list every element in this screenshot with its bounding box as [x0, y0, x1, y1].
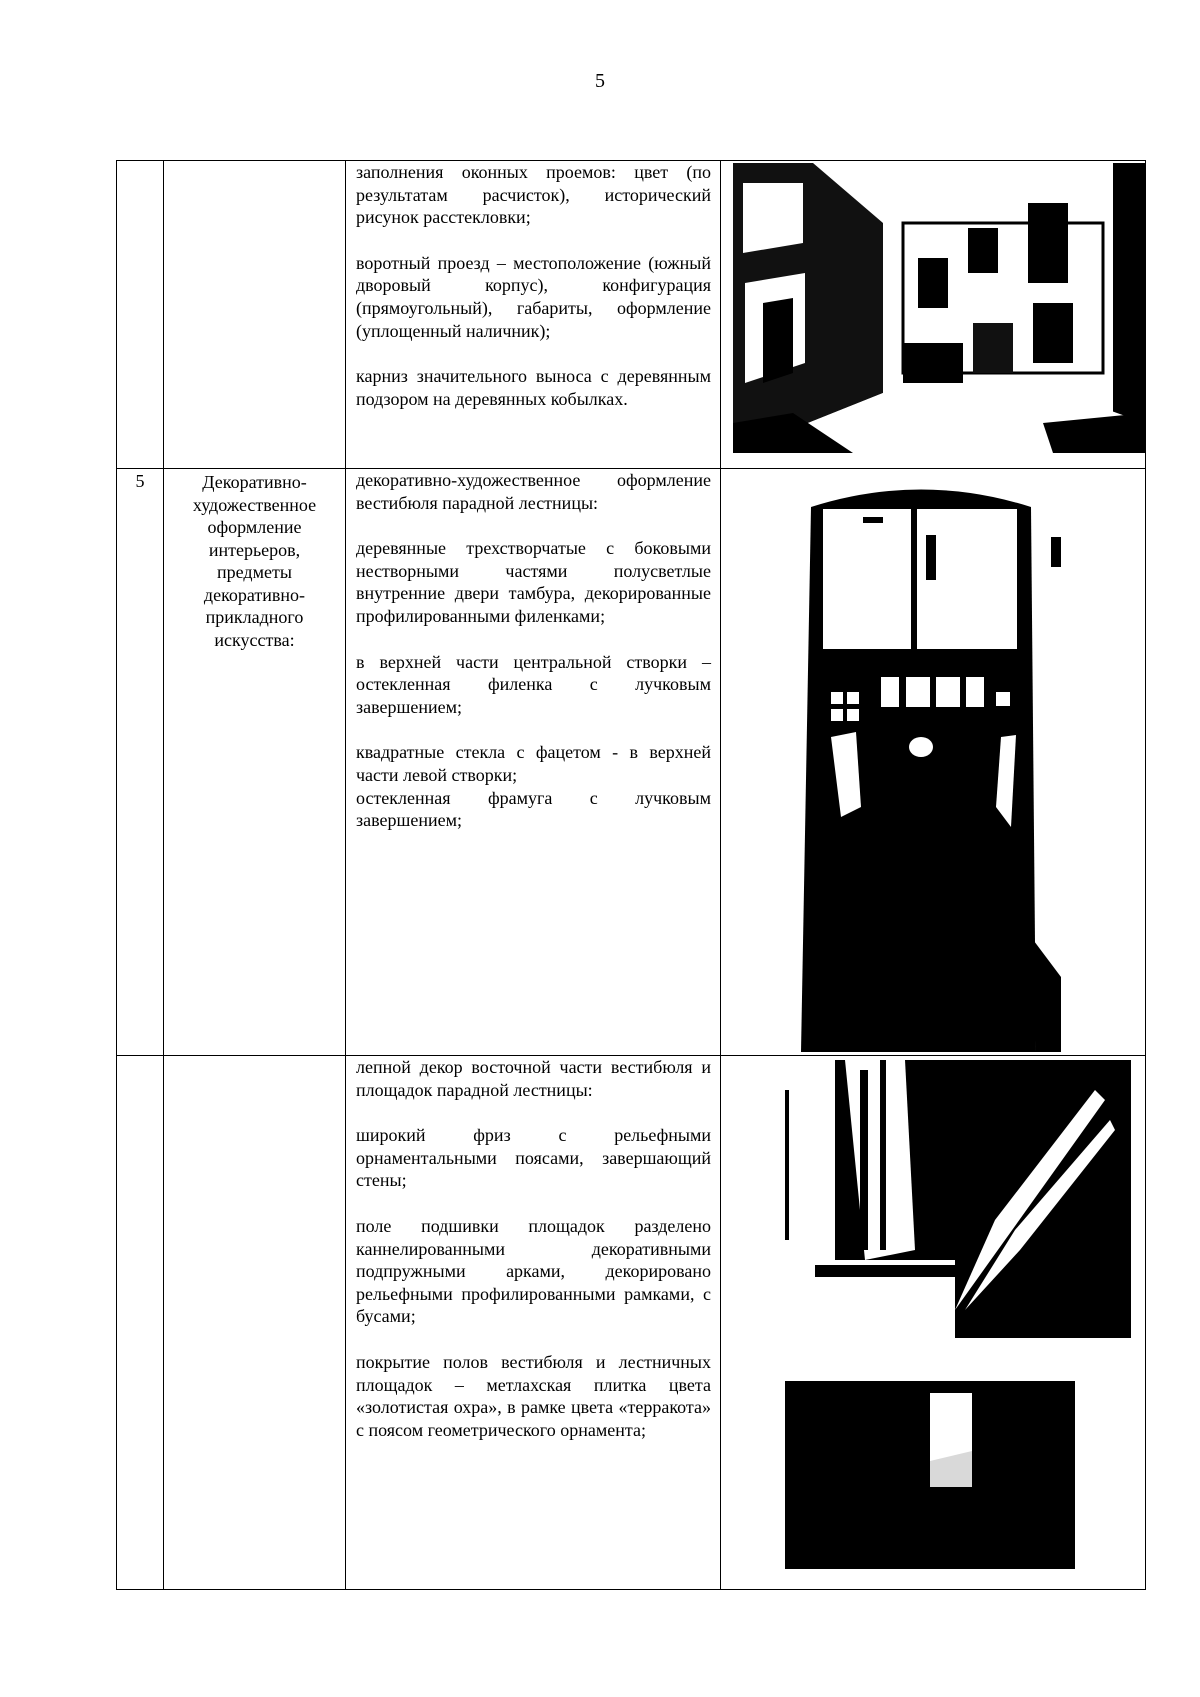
- description-paragraph: заполнения оконных проемов: цвет (по результатам расчисток), исторический рисунок расстекловки;: [356, 162, 711, 228]
- vestibule-door-photo: [761, 477, 1081, 1052]
- row-photo-cell: [721, 1056, 1146, 1590]
- row-name-cell: Декоративно-художественное оформление интерьеров, предметы декоративно-прикладного искусства:: [164, 469, 346, 1056]
- description-paragraph: широкий фриз с рельефными орнаментальными поясами, завершающий стены;: [356, 1125, 711, 1191]
- courtyard-photo: [733, 163, 1145, 453]
- description-paragraph: в верхней части центральной створки – остекленная филенка с лучковым завершением;: [356, 651, 711, 717]
- table-row: [117, 469, 1146, 1056]
- row-photo-cell: [721, 161, 1146, 469]
- row-description-cell: [346, 1056, 721, 1590]
- description-paragraph: поле подшивки площадок разделено каннелированными декоративными подпружными арками, декорировано рельефными профилированными рамками, с бусами;: [356, 1215, 711, 1327]
- row-number-cell: [117, 1056, 164, 1590]
- row-number-cell: [117, 161, 164, 469]
- monument-subject-table: [116, 160, 1146, 1590]
- description-paragraph: воротный проезд – местоположение (южный дворовый корпус), конфигурация (прямоугольный), габариты, оформление (уплощенный наличник);: [356, 252, 711, 341]
- description-paragraph: квадратные стекла с фацетом - в верхней части левой створки;: [356, 742, 711, 785]
- row-description-cell: [346, 161, 721, 469]
- description-paragraph: остекленная фрамуга с лучковым завершением;: [356, 787, 711, 831]
- row-name-cell: [164, 1056, 346, 1590]
- row-photo-cell: [721, 469, 1146, 1056]
- row-name-cell: [164, 161, 346, 469]
- description-paragraph: карниз значительного выноса с деревянным подзором на деревянных кобылках.: [356, 366, 711, 409]
- floor-tile-photo: [785, 1381, 1075, 1569]
- table-row: [117, 161, 1146, 469]
- description-paragraph: деревянные трехстворчатые с боковыми нестворными частями полусветлые внутренние двери тамбура, декорированные профилированными филенками;: [356, 538, 711, 626]
- page-number: 5: [595, 70, 605, 92]
- description-paragraph: лепной декор восточной части вестибюля и площадок парадной лестницы:: [356, 1057, 711, 1100]
- row-description-cell: [346, 469, 721, 1056]
- frieze-arch-photo: [765, 1060, 1131, 1338]
- description-paragraph: декоративно-художественное оформление вестибюля парадной лестницы:: [356, 470, 711, 513]
- table-row: [117, 1056, 1146, 1590]
- description-paragraph: покрытие полов вестибюля и лестничных площадок – метлахская плитка цвета «золотистая охра», в рамке цвета «терракота» с поясом геометрического орнамента;: [356, 1351, 711, 1440]
- row-number-cell: 5: [117, 469, 164, 1056]
